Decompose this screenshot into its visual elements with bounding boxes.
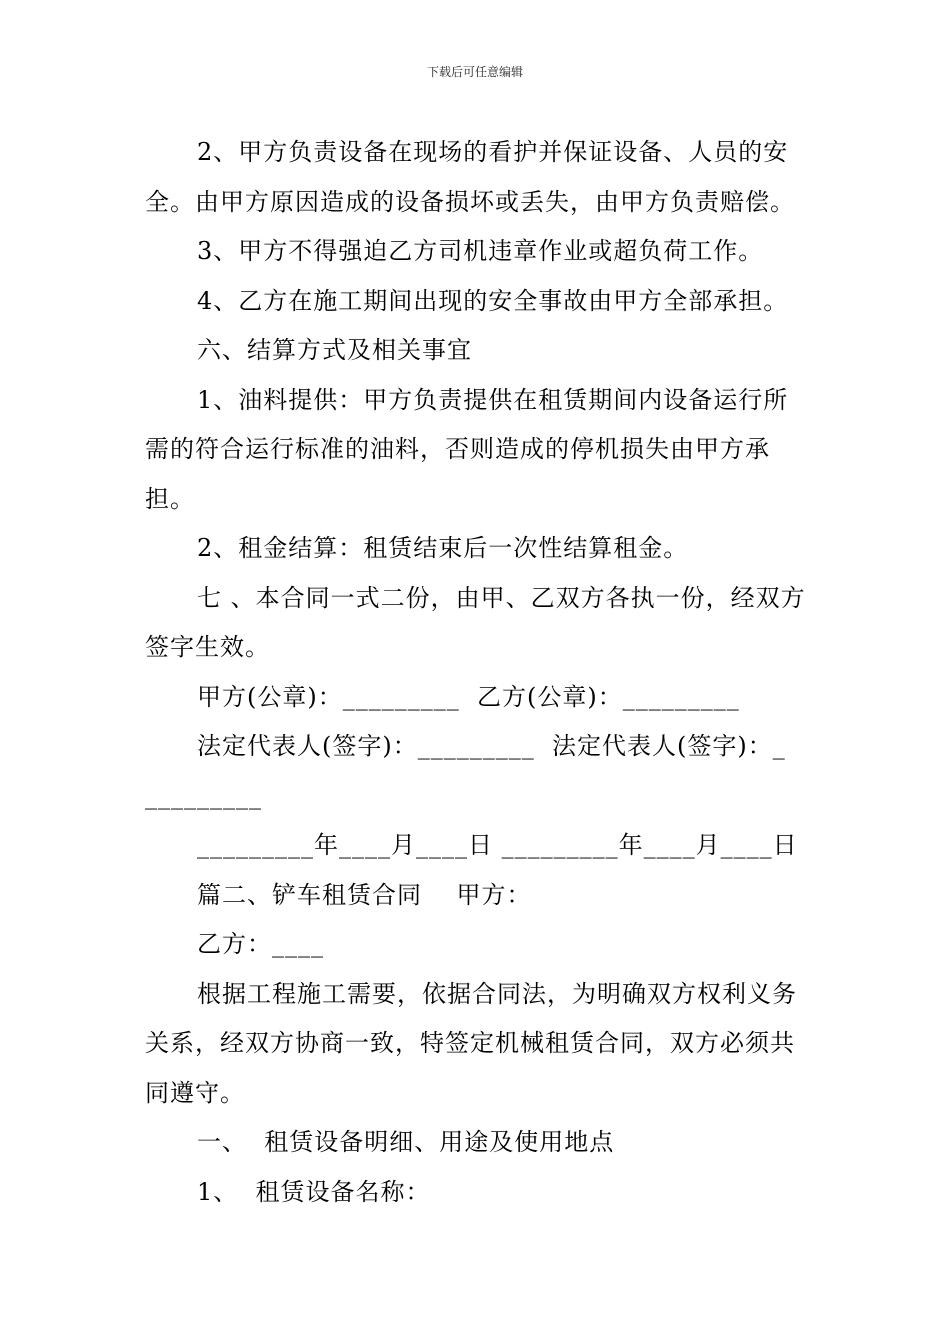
document-body [145, 128, 807, 1217]
contract-2-item-1: 一、 租赁设备明细、用途及使用地点 [197, 1128, 615, 1156]
contract-2-item-1-1: 1、 租赁设备名称： [197, 1177, 431, 1206]
page-header: 下载后可任意编辑 [426, 65, 523, 79]
representative-line-continued: _________ [145, 781, 262, 810]
contract-2-title-line [145, 871, 807, 921]
clause-1-fuel-supply: 1、油料提供：甲方负责提供在租赁期间内设备运行所需的符合运行标准的油料，否则造成的停机损失由甲方承担。 [145, 385, 789, 513]
clause-2-equipment-safety: 2、甲方负责设备在现场的看护并保证设备、人员的安全。由甲方原因造成的设备损坏或丢失，由甲方负责赔偿。 [145, 138, 795, 216]
contract-2-title: 篇二、铲车租赁合同 [197, 880, 422, 909]
section-7-copies: 七 、本合同一式二份，由甲、乙双方各执一份，经双方签字生效。 [145, 583, 806, 661]
clause-2-rent-settlement: 2、租金结算：租赁结束后一次性结算租金。 [197, 534, 689, 562]
contract-2-intro: 根据工程施工需要，依据合同法，为明确双方权利义务关系，经双方协商一致，特签定机械租赁合同，双方必须共同遵守。 [145, 979, 797, 1107]
party-a-seal: 甲方(公章)：_________ [197, 682, 460, 711]
clause-4-safety-accident: 4、乙方在施工期间出现的安全事故由甲方全部承担。 [197, 286, 789, 315]
date-b: _________年____月____日 [501, 831, 798, 859]
rep-a-signature: 法定代表人(签字)：_________ [197, 732, 535, 760]
rep-b-signature: 法定代表人(签字)：_ [552, 732, 786, 760]
contract-2-party-a: 甲方： [456, 880, 532, 909]
section-6-heading: 六、结算方式及相关事宜 [197, 336, 472, 364]
date-a: _________年____月____日 [197, 831, 493, 859]
party-b-seal: 乙方(公章)：_________ [477, 682, 740, 711]
date-line [145, 821, 807, 871]
clause-3-no-forced-work: 3、甲方不得强迫乙方司机违章作业或超负荷工作。 [197, 237, 764, 265]
seal-line [145, 673, 807, 723]
contract-2-party-b: 乙方：____ [197, 930, 324, 958]
representative-line [145, 722, 807, 772]
